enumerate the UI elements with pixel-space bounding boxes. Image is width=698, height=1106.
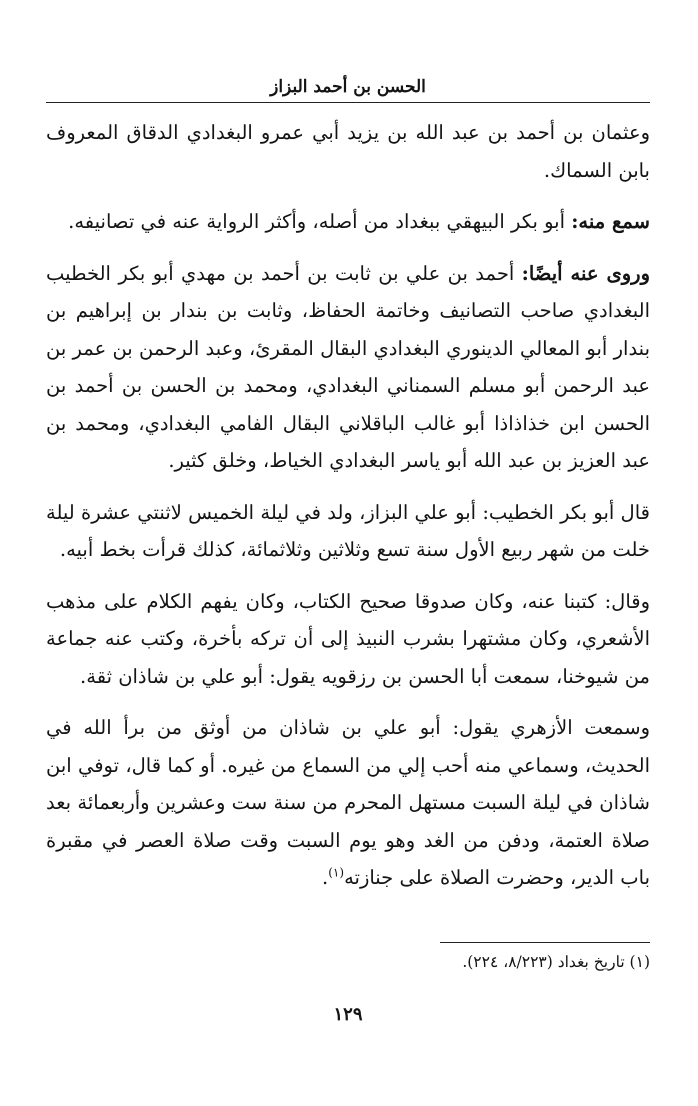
running-title: الحسن بن أحمد البزاز — [270, 77, 426, 97]
footnote-reference[interactable]: (١) — [328, 865, 345, 880]
page-number: ١٢٩ — [333, 1004, 363, 1025]
footnote-1: (١) تاريخ بغداد (٨/٢٢٣، ٢٢٤). — [462, 953, 650, 971]
paragraph-5: وقال: كتبنا عنه، وكان صدوقا صحيح الكتاب، وكان يفهم الكلام على مذهب الأشعري، وكان مشتهرا بشرب النبيذ إلى أن تركه بأخرة، وكتب عنه جماعة من شيوخنا، سمعت أبا الحسن بن رزقويه يقول: أبو علي بن شاذان ثقة. — [46, 589, 650, 688]
paragraph-4: قال أبو بكر الخطيب: أبو علي البزاز، ولد في ليلة الخميس لاثنتي عشرة ليلة خلت من شهر ربيع الأول سنة تسع وثلاثين وثلاثمائة، كذلك قرأت بخط أبيه. — [46, 500, 650, 561]
paragraph-6 — [46, 709, 650, 897]
paragraph-2-text: أبو بكر البيهقي ببغداد من أصله، وأكثر الرواية عنه في تصانيفه. — [68, 210, 572, 233]
paragraph-6-end: . — [322, 866, 329, 889]
paragraph-3 — [46, 255, 650, 480]
paragraph-1: وعثمان بن أحمد بن عبد الله بن يزيد أبي عمرو البغدادي الدقاق المعروف بابن السماك. — [46, 121, 650, 182]
paragraph-2-lead: سمع منه: — [571, 210, 650, 233]
main-text — [46, 114, 650, 897]
paragraph-3-text: أحمد بن علي بن ثابت بن أحمد بن مهدي أبو بكر الخطيب البغدادي صاحب التصانيف وخاتمة الحفاظ، وثابت بن بندار بن إبراهيم بن بندار أبو المعالي الدينوري البغدادي البقال المقرئ، وعبد الرحمن بن عمر بن عبد الرحمن أبو مسلم السمناني البغدادي، ومحمد بن الحسن بن أحمد بن الحسن ابن خذاذاذا أبو غالب الباقلاني البقال الفامي البغدادي، ومحمد بن عبد العزيز بن عبد الله أبو ياسر البغدادي الخياط، وخلق كثير. — [46, 261, 650, 472]
header-rule — [46, 102, 650, 103]
paragraph-2 — [46, 203, 650, 241]
paragraph-3-lead: وروى عنه أيضًا: — [521, 261, 650, 285]
paragraph-6-text: وسمعت الأزهري يقول: أبو علي بن شاذان من أوثق من برأ الله في الحديث، وسماعي منه أحب إلي من السماع من غيره. أو كما قال، توفي ابن شاذان في ليلة السبت مستهل المحرم من سنة ست وعشرين وأربعمائة بعد صلاة العتمة، ودفن من الغد وهو يوم السبت وقت صلاة العصر في مقبرة باب الدير، وحضرت الصلاة على جنازته — [46, 716, 650, 889]
book-page — [46, 0, 650, 1106]
footnote-rule — [440, 942, 650, 943]
